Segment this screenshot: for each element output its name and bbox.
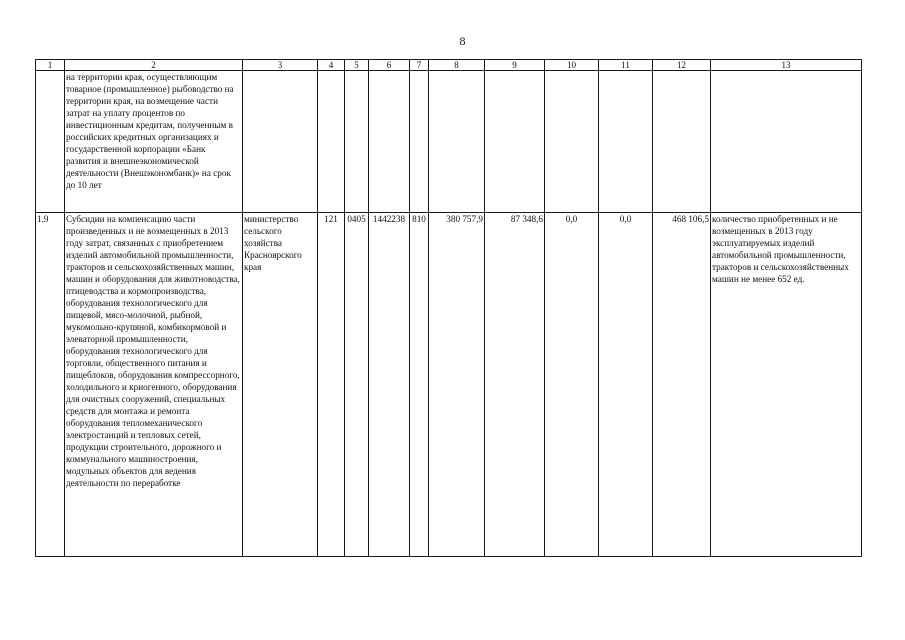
cell-result-indicator: количество приобретенных и не возмещенных в 2013 году эксплуатируемых изделий автомобильной промышленности, тракторов и сельскохозяйственных машин не менее 652 ед. [711, 213, 862, 557]
cell-empty [369, 71, 410, 213]
header-col-11: 11 [599, 60, 653, 71]
header-col-10: 10 [545, 60, 599, 71]
header-col-3: 3 [243, 60, 318, 71]
cell-responsible-body: министерство сельского хозяйства Красноярского края [243, 213, 318, 557]
cell-section-code: 0405 [345, 213, 369, 557]
cell-value-col11: 0,0 [599, 213, 653, 557]
cell-empty [485, 71, 545, 213]
cell-value-col9: 87 348,6 [485, 213, 545, 557]
cell-empty [410, 71, 429, 213]
cell-value-col10: 0,0 [545, 213, 599, 557]
cell-expense-type-code: 810 [410, 213, 429, 557]
cell-item-number: 1.9 [36, 213, 65, 557]
cell-description: Субсидии на компенсацию части произведенных и не возмещенных в 2013 году затрат, связанных с приобретением изделий автомобильной промышленности, тракторов и сельскохозяйственных машин, машин и оборудования для животноводства, птицеводства и кормопроизводства, оборудования технологического для пищевой, мясо-молочной, рыбной, мукомольно-крупяной, комбикормовой и элеваторной промышленности, оборудования технологического для торговли, общественного питания и пищеблоков, оборудования компрессорного, холодильного и криогенного, оборудования для очистных сооружений, специальных средств для монтажа и ремонта оборудования тепломеханического электростанций и тепловых сетей, продукции строительного, дорожного и коммунального машиностроения, модульных объектов для ведения деятельности по переработке [65, 213, 243, 557]
cell-value-col12: 468 106,5 [653, 213, 711, 557]
header-col-5: 5 [345, 60, 369, 71]
cell-value-col8: 380 757,9 [429, 213, 485, 557]
cell-empty [653, 71, 711, 213]
cell-empty [345, 71, 369, 213]
header-col-13: 13 [711, 60, 862, 71]
cell-empty [318, 71, 345, 213]
table-row-continuation [36, 71, 862, 213]
cell-number [36, 71, 65, 213]
header-col-4: 4 [318, 60, 345, 71]
header-col-7: 7 [410, 60, 429, 71]
budget-table [35, 59, 862, 557]
header-col-12: 12 [653, 60, 711, 71]
header-col-1: 1 [36, 60, 65, 71]
header-row [36, 60, 862, 71]
cell-target-code: 1442238 [369, 213, 410, 557]
header-col-9: 9 [485, 60, 545, 71]
page-number: 8 [459, 34, 466, 48]
cell-gr-code: 121 [318, 213, 345, 557]
cell-description: на территории края, осуществляющим товарное (промышленное) рыбоводство на территории края, на возмещение части затрат на уплату процентов по инвестиционным кредитам, полученным в российских кредитных организациях и государственной корпорации «Банк развития и внешнеэкономической деятельности (Внешэкономбанк)» на срок до 10 лет [65, 71, 243, 213]
header-col-6: 6 [369, 60, 410, 71]
cell-empty [545, 71, 599, 213]
cell-empty [429, 71, 485, 213]
header-col-8: 8 [429, 60, 485, 71]
table-row-1-9 [36, 213, 862, 557]
cell-empty [599, 71, 653, 213]
header-col-2: 2 [65, 60, 243, 71]
cell-empty [711, 71, 862, 213]
cell-empty [243, 71, 318, 213]
